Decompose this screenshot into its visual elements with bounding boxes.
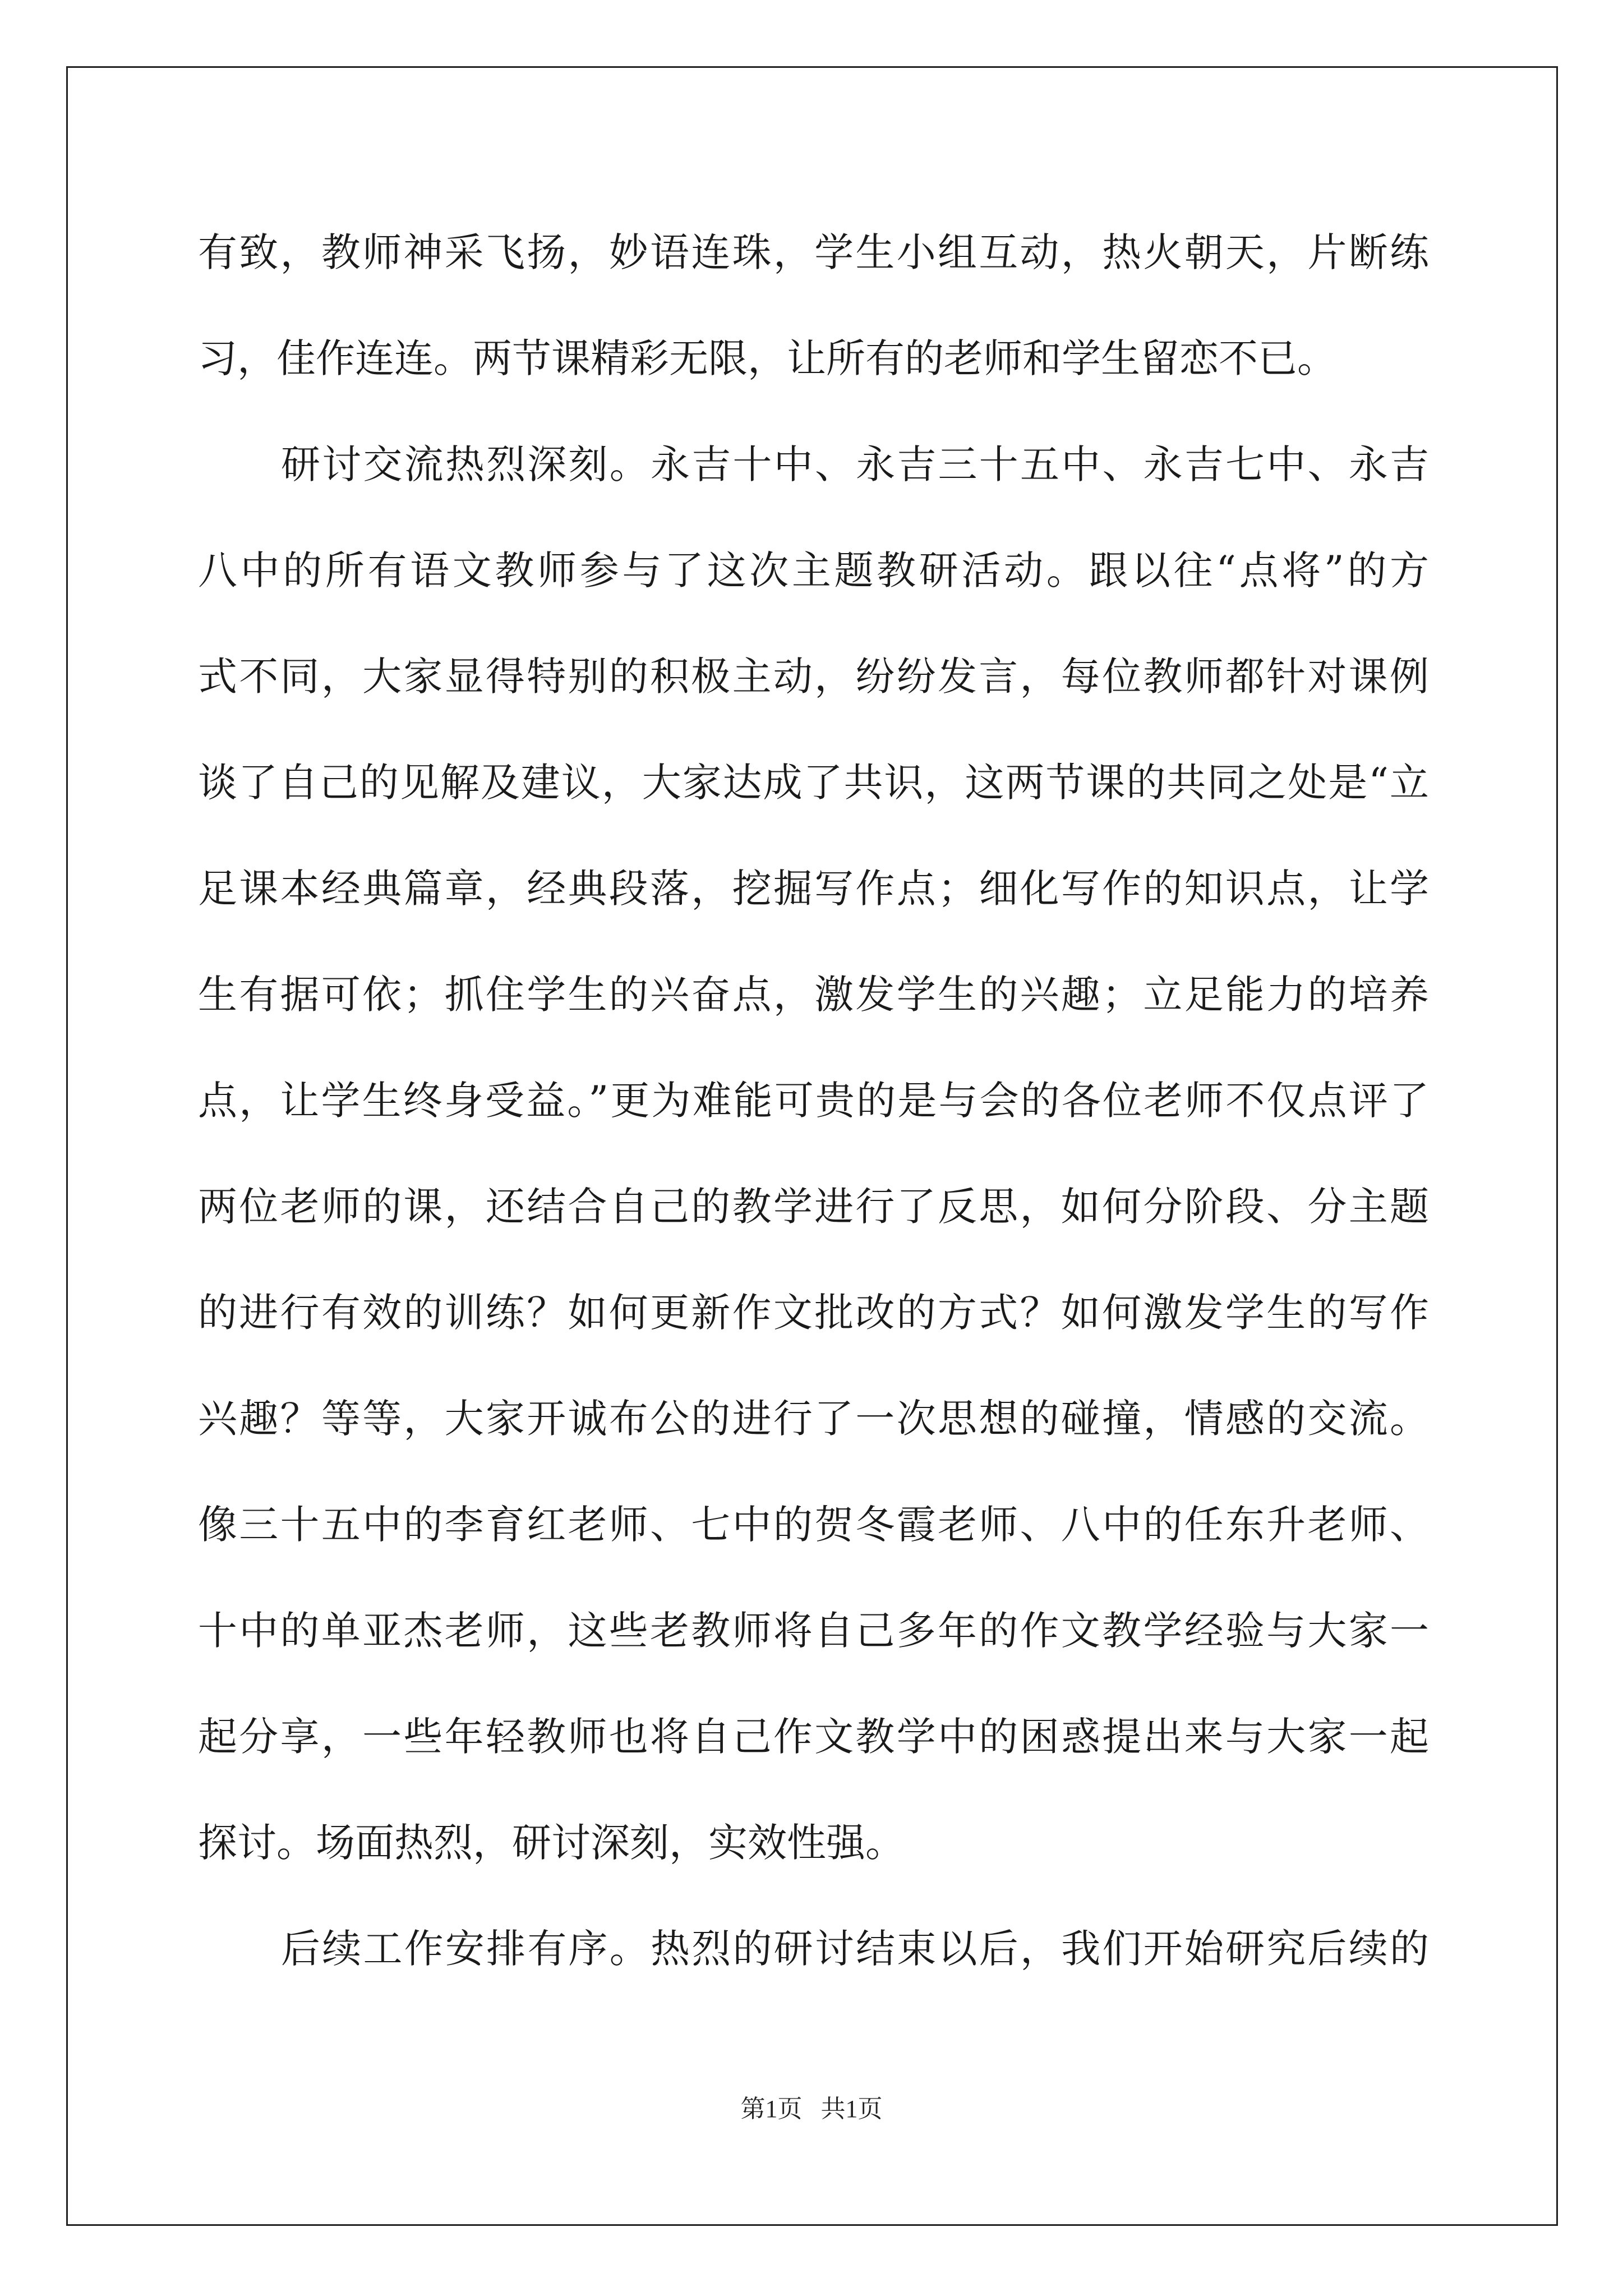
text-line: 生有据可依；抓住学生的兴奋点，激发学生的兴趣；立足能力的培养 — [198, 972, 1429, 1018]
page-number: 第1页 — [740, 2095, 803, 2123]
text-line: 习，佳作连连。两节课精彩无限，让所有的老师和学生留恋不已。 — [198, 335, 1336, 381]
paragraph-start-line: 后续工作安排有序。热烈的研讨结束以后，我们开始研究后续的 — [281, 1926, 1429, 1972]
text-line: 兴趣？等等，大家开诚布公的进行了一次思想的碰撞，情感的交流。 — [198, 1396, 1429, 1442]
paragraph-start-line: 研讨交流热烈深刻。永吉十中、永吉三十五中、永吉七中、永吉 — [281, 441, 1429, 487]
page-footer — [0, 2092, 1623, 2126]
text-line: 十中的单亚杰老师，这些老教师将自己多年的作文教学经验与大家一 — [198, 1608, 1429, 1654]
text-line: 起分享，一些年轻教师也将自己作文教学中的困惑提出来与大家一起 — [198, 1714, 1429, 1760]
document-body — [198, 219, 1429, 2021]
text-line: 点，让学生终身受益。”更为难能可贵的是与会的各位老师不仅点评了 — [198, 1078, 1429, 1124]
text-line: 像三十五中的李育红老师、七中的贺冬霞老师、八中的任东升老师、 — [198, 1502, 1429, 1548]
text-line: 两位老师的课，还结合自己的教学进行了反思，如何分阶段、分主题 — [198, 1184, 1429, 1230]
text-line: 有致，教师神采飞扬，妙语连珠，学生小组互动，热火朝天，片断练 — [198, 229, 1429, 275]
text-line: 的进行有效的训练？如何更新作文批改的方式？如何激发学生的写作 — [198, 1290, 1429, 1336]
text-line: 式不同，大家显得特别的积极主动，纷纷发言，每位教师都针对课例 — [198, 654, 1429, 700]
text-line: 谈了自己的见解及建议，大家达成了共识，这两节课的共同之处是“立 — [198, 760, 1429, 806]
text-line: 八中的所有语文教师参与了这次主题教研活动。跟以往“点将”的方 — [198, 547, 1429, 593]
text-line: 探讨。场面热烈，研讨深刻，实效性强。 — [198, 1820, 905, 1866]
text-line: 足课本经典篇章，经典段落，挖掘写作点；细化写作的知识点，让学 — [198, 866, 1429, 912]
page-total: 共1页 — [820, 2095, 883, 2123]
